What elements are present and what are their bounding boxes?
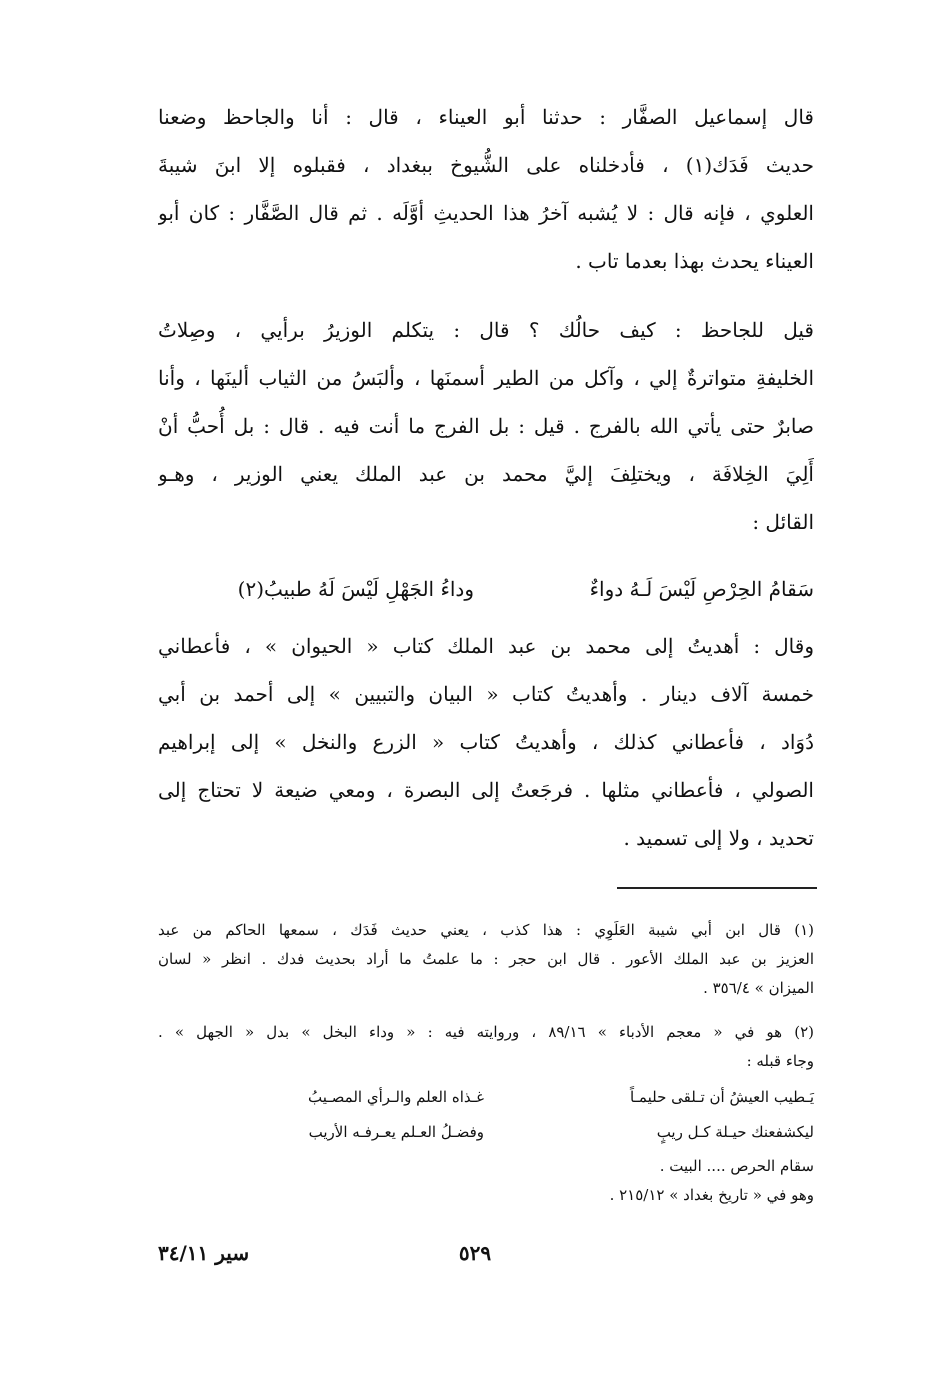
signature-mark: سير ٣٤/١١ bbox=[158, 1241, 250, 1265]
footnote-line: الميزان » ٣٥٦/٤ . bbox=[703, 979, 814, 997]
text-line: الخليفةِ متواترةٌ إلي ، وآكل من الطير أسمنَها ، وألبَسُ من الثياب ألينَها ، وأنا bbox=[158, 366, 814, 390]
footnote-line: (٢) هو في « معجم الأدباء » ٨٩/١٦ ، وروايته فيه : « وداء البخل » بدل « الجهل » . bbox=[158, 1023, 814, 1041]
footnote-line: العزيز بن عبد الملك الأعور . قال ابن حجر : ما علمتُ ما أراد بحديث فدك . انظر « لسان bbox=[158, 950, 814, 968]
text-line: دُوَاد ، فأعطاني كذلك ، وأهديتُ كتاب « الزرع والنخل » إلى إبراهيم bbox=[158, 730, 814, 754]
text-line: خمسة آلاف دينار . وأهديتُ كتاب « البيان والتبيين » إلى أحمد بن أبي bbox=[158, 682, 814, 706]
text-line: صابرٌ حتى يأتي الله بالفرج . قيل : بل الفرج ما أنت فيه . قال : بل أُحبُّ أنْ bbox=[158, 414, 814, 438]
paragraph-1 bbox=[158, 93, 814, 285]
text-line: تحديد ، ولا إلى تسميد . bbox=[623, 826, 814, 850]
poetry-verse bbox=[158, 565, 814, 613]
verse-first-hemistich: سَقامُ الحِرْصِ لَيْسَ لَـهُ دواءٌ bbox=[589, 577, 814, 601]
footnote-verse bbox=[158, 1118, 814, 1147]
text-line: وقال : أهديتُ إلى محمد بن عبد الملك كتاب « الحيوان » ، فأعطاني bbox=[158, 634, 814, 658]
footnote-verse-second: غـذاه العلم والـرأي المصـيبُ bbox=[308, 1088, 484, 1106]
text-line: حديث فَدَك(١) ، فأدخلناه على الشُّيوخ ببغداد ، فقبلوه إلا ابنَ شيبةَ bbox=[158, 153, 814, 177]
footnote-2-end bbox=[158, 1152, 814, 1210]
footnote-line: وهو في « تاريخ بغداد » ٢١٥/١٢ . bbox=[609, 1186, 814, 1204]
footnote-verse bbox=[158, 1083, 814, 1112]
footnote-2 bbox=[158, 1018, 814, 1076]
footnote-line: سقام الحرص .... البيت . bbox=[659, 1157, 814, 1175]
footnote-verse-second: وفضـلُ العـلم يعـرفـه الأريب bbox=[308, 1123, 484, 1141]
text-line: القائل : bbox=[752, 510, 814, 534]
text-line: الصولي ، فأعطاني مثلها . فرجَعتُ إلى البصرة ، ومعي ضيعة لا تحتاج إلى bbox=[158, 778, 814, 802]
text-line: قيل للجاحظ : كيف حالُك ؟ قال : يتكلم الوزيرُ برأيي ، وصِلاتُ bbox=[158, 318, 814, 342]
text-line: أَلِيَ الخِلافَة ، ويختلِفَ إليَّ محمد بن عبد الملك يعني الوزير ، وهـو bbox=[158, 462, 814, 486]
text-line: العلوي ، فإنه قال : لا يُشبه آخرُ هذا الحديثِ أوَّلَه . ثم قال الصَّفَّار : كان أبو bbox=[158, 201, 814, 225]
footnote-line: (١) قال ابن أبي شيبة العَلَوِي : هذا كذب ، يعني حديث فَدَك ، سمعها الحاكم من عبد bbox=[158, 921, 814, 939]
paragraph-2 bbox=[158, 306, 814, 546]
text-line: العيناء يحدث بهذا بعدما تاب . bbox=[575, 249, 814, 273]
footnote-line: وجاء قبله : bbox=[746, 1052, 814, 1070]
paragraph-3 bbox=[158, 622, 814, 862]
text-line: قال إسماعيل الصفَّار : حدثنا أبو العيناء ، قال : أنا والجاحظ وضعنا bbox=[158, 105, 814, 129]
verse-second-hemistich: وداءُ الجَهْلِ لَيْسَ لَهُ طبيبُ(٢) bbox=[237, 577, 474, 601]
footnote-1 bbox=[158, 916, 814, 1003]
page-number: ٥٢٩ bbox=[458, 1241, 492, 1265]
footnote-verse-first: يَـطيب العيشُ أن تـلقى حليمـاً bbox=[629, 1088, 814, 1106]
footnote-separator bbox=[617, 887, 817, 889]
footnote-verse-first: ليكشفعنك حيـلة كـل ريبٍ bbox=[656, 1123, 814, 1141]
